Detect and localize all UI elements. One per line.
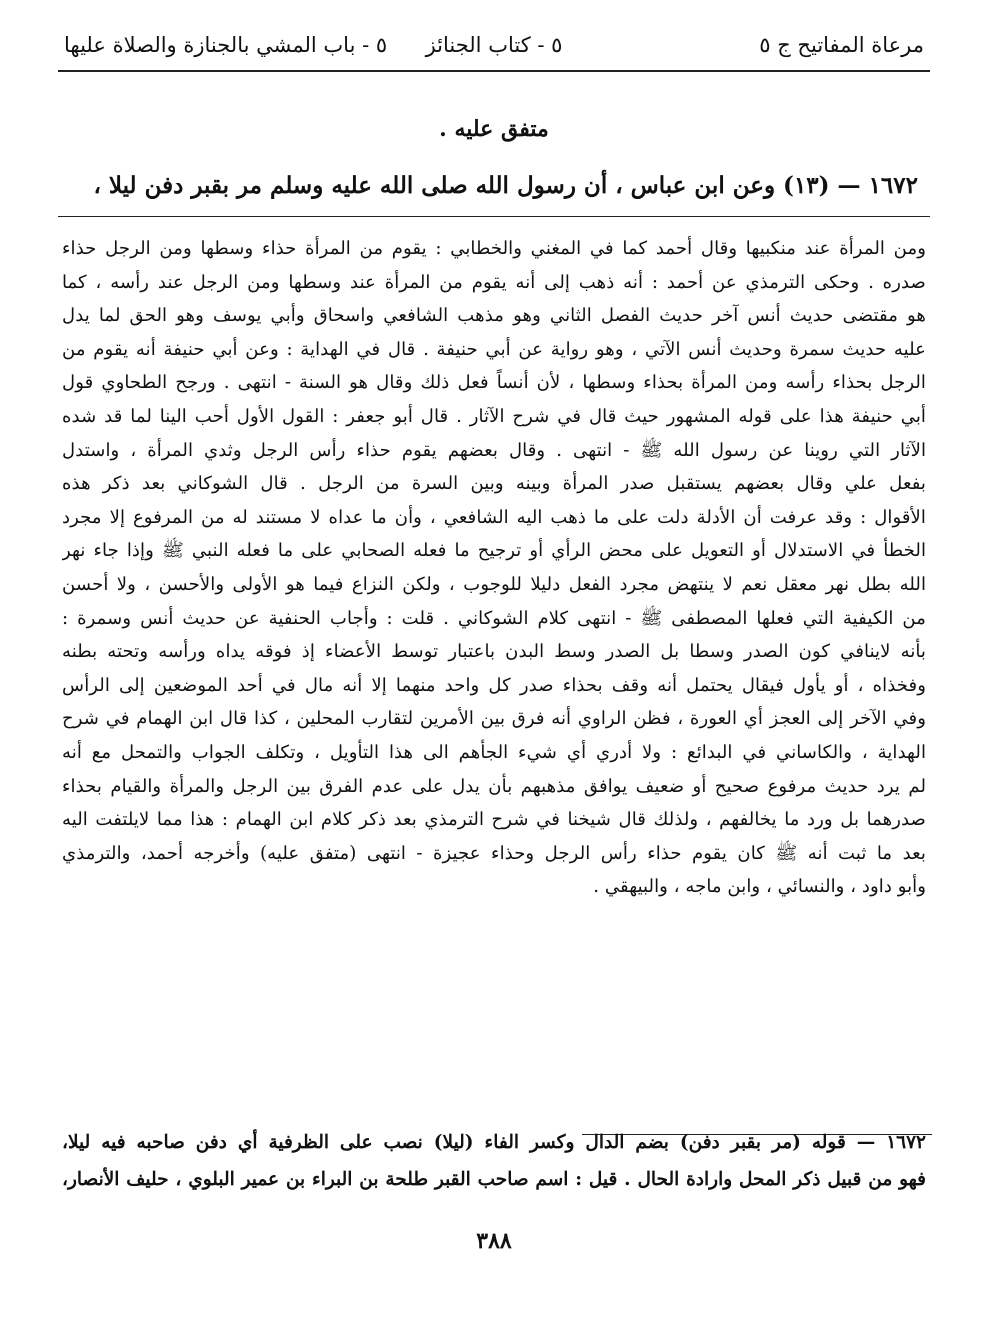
commentary-line: وفخذاه ، أو يأول فيقال يحتمل أنه وقف بحذاء صدر كل واحد منهما إلا أنه مال في أحد الموضعين إلى الرأس xyxy=(62,674,926,696)
note-line: فهو من قبيل ذكر المحل وارادة الحال . قيل : اسم صاحب القبر طلحة بن البراء بن عمير البلوي ، حليف الأنصار، xyxy=(62,1169,926,1190)
commentary-line: لم يرد حديث مرفوع صحيح أو ضعيف يوافق مذهبهم بأن يدل على عدم الفرق بين الرجل والمرأة والقيام بحذاء xyxy=(62,775,926,797)
commentary-line: الله بطل نهر معقل نعم لا ينتهض مجرد الفعل دليلا للوجوب ، ولكن النزاع فيما هو الأولى والأحسن ، ولا أحسن xyxy=(62,573,926,595)
commentary-line: الأقوال : وقد عرفت أن الأدلة دلت على ما ذهب اليه الشافعي ، وأن ما عداه لا مستند له من المرفوع إلا مجرد xyxy=(62,506,926,528)
commentary-line: الآثار التي روينا عن رسول الله ﷺ - انتهى . وقال بعضهم يقوم حذاء رأس الرجل وثدي المرأة ، واستدل xyxy=(62,439,926,461)
commentary-line: بفعل علي وقال بعضهم يستقبل صدر المرأة وبينه وبين السرة من الرجل . قال الشوكاني بعد ذكر هذه xyxy=(62,473,926,495)
header-section: ٥ - باب المشي بالجنازة والصلاة عليها xyxy=(64,33,388,57)
commentary-line: وأبو داود ، والنسائي ، وابن ماجه ، والبيهقي . xyxy=(593,876,926,898)
commentary-line: صدرهما بل ورد ما يخالفهم ، ولذلك قال شيخنا في شرح الترمذي بعد ذكر كلام ابن الهمام : هذا مما لايلتفت اليه xyxy=(62,809,926,831)
page-number: ٣٨٨ xyxy=(476,1228,512,1254)
commentary-line: عليه حديث سمرة وحديث أنس الآتي ، وهو رواية عن أبي حنيفة . قال في الهداية : وعن أبي حنيفة أنه يقوم من xyxy=(62,338,926,360)
running-header xyxy=(64,28,924,68)
commentary-line: صدره . وحكى الترمذي عن أحمد : أنه ذهب إلى أنه يقوم من المرأة عند وسطها ومن الرجل عند رأسه ، كما xyxy=(62,271,926,293)
header-rule xyxy=(58,70,930,72)
header-chapter: ٥ - كتاب الجنائز xyxy=(425,33,563,57)
commentary-line: بعد ما ثبت أنه ﷺ كان يقوم حذاء رأس الرجل وحذاء عجيزة - انتهى (متفق عليه) وأخرجه أحمد، والترمذي xyxy=(62,842,926,864)
hadith-text: ١٦٧٢ — (١٣) وعن ابن عباس ، أن رسول الله صلى الله عليه وسلم مر بقبر دفن ليلا ، xyxy=(93,172,918,199)
commentary-line: وفي الآخر إلى العجز أي العورة ، فظن الراوي أنه فرق بين الأمرين لتقارب المحلين ، كذا قال ابن الهمام في شرح xyxy=(62,708,926,730)
header-book-title: مرعاة المفاتيح ج ٥ xyxy=(759,33,924,57)
commentary-line: الرجل بحذاء رأسه ومن المرأة بحذاء وسطها ، لأن أنساً فعل ذلك وقال هو السنة - انتهى . ورجح الطحاوي قول xyxy=(62,372,926,394)
commentary-block xyxy=(62,232,926,904)
commentary-line: الهداية ، والكاساني في البدائع : ولا أدري أي شيء الجأهم الى هذا التأويل ، وتكلف الجواب والتمحل مع أنه xyxy=(62,741,926,763)
commentary-line: الخطأ في الاستدلال أو التعويل على محض الرأي أو ترجيح ما فعله الصحابي على ما فعله النبي ﷺ وإذا جاء نهر xyxy=(62,540,926,562)
text-commentary-divider xyxy=(58,216,930,217)
commentary-line: بأنه لاينافي كون الصدر وسطا بل الصدر وسط البدن باعتبار توسط الأعضاء إذ فوقه يداه ورأسه وتحته بطنه xyxy=(62,641,926,663)
commentary-line: من الكيفية التي فعلها المصطفى ﷺ - انتهى كلام الشوكاني . قلت : وأجاب الحنفية عن حديث أنس وسمرة : xyxy=(62,607,926,629)
previous-hadith-ending: متفق عليه . xyxy=(439,116,549,142)
hadith-note-block xyxy=(62,1124,926,1198)
commentary-line: ومن المرأة عند منكبيها وقال أحمد كما في المغني والخطابي : يقوم من المرأة حذاء وسطها ومن الرجل حذاء xyxy=(62,238,926,259)
commentary-line: أبي حنيفة هذا على قوله المشهور حيث قال في شرح الآثار . قال أبو جعفر : القول الأول أحب الينا لما قد شده xyxy=(62,405,926,427)
commentary-line: هو مقتضى حديث أنس آخر حديث الفصل الثاني وهو مذهب الشافعي واسحاق وأبي يوسف وهو الحق لما يدل xyxy=(62,305,926,327)
note-line: ١٦٧٢ — قوله (مر بقبر دفن) بضم الدال وكسر الفاء (ليلا) نصب على الظرفية أي دفن صاحبه فيه ليلا، xyxy=(62,1132,926,1153)
